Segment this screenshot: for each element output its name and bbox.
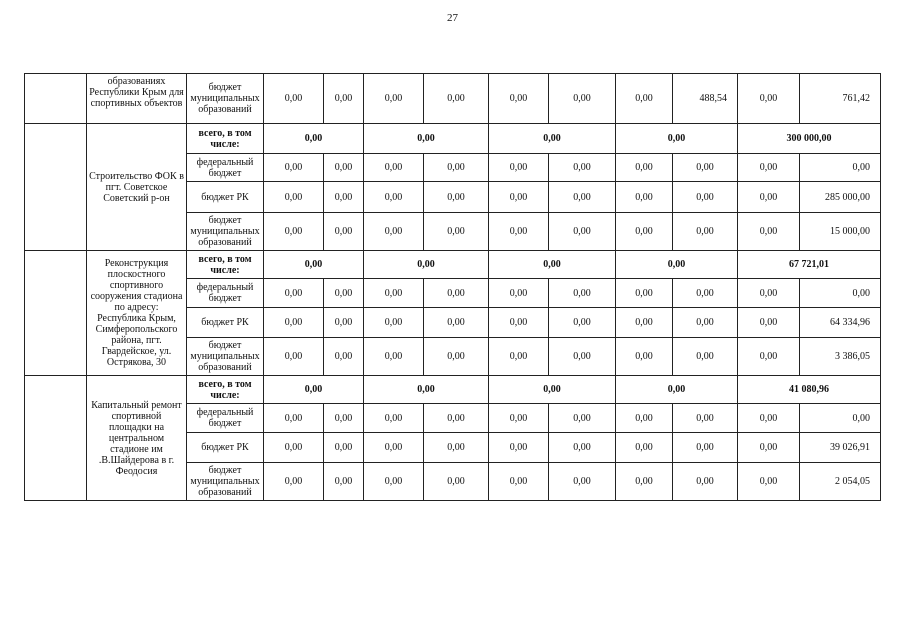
value-cell: 0,00 <box>616 154 673 182</box>
value-cell: 0,00 <box>324 279 364 308</box>
total-value: 41 080,96 <box>738 376 881 404</box>
value-cell: 0,00 <box>738 154 800 182</box>
value-cell: 0,00 <box>616 433 673 463</box>
value-cell: 0,00 <box>738 213 800 251</box>
value-cell: 15 000,00 <box>800 213 881 251</box>
project-name: Строительство ФОК в пгт. Советское Советский р-он <box>87 124 187 251</box>
funding-source: федеральный бюджет <box>187 279 264 308</box>
value-cell: 0,00 <box>489 182 549 213</box>
value-cell: 0,00 <box>424 213 489 251</box>
funding-source: федеральный бюджет <box>187 154 264 182</box>
value-cell: 0,00 <box>489 154 549 182</box>
total-value: 300 000,00 <box>738 124 881 154</box>
value-cell: 0,00 <box>264 74 324 124</box>
total-value: 0,00 <box>489 376 616 404</box>
total-value: 0,00 <box>264 376 364 404</box>
value-cell: 0,00 <box>673 279 738 308</box>
value-cell: 0,00 <box>489 213 549 251</box>
value-cell: 0,00 <box>364 182 424 213</box>
value-cell: 0,00 <box>673 182 738 213</box>
value-cell: 0,00 <box>738 74 800 124</box>
funding-source: бюджет муниципальных образований <box>187 463 264 501</box>
value-cell: 0,00 <box>324 213 364 251</box>
value-cell: 0,00 <box>673 308 738 338</box>
total-value: 67 721,01 <box>738 251 881 279</box>
total-label: всего, в том числе: <box>187 376 264 404</box>
value-cell: 0,00 <box>264 308 324 338</box>
total-value: 0,00 <box>264 251 364 279</box>
value-cell: 0,00 <box>264 182 324 213</box>
budget-table <box>24 73 881 501</box>
total-value: 0,00 <box>489 251 616 279</box>
value-cell: 0,00 <box>324 74 364 124</box>
value-cell: 0,00 <box>673 213 738 251</box>
value-cell: 0,00 <box>364 213 424 251</box>
value-cell: 488,54 <box>673 74 738 124</box>
funding-source: бюджет муниципальных образований <box>187 74 264 124</box>
page-number: 27 <box>447 12 458 24</box>
value-cell: 0,00 <box>424 154 489 182</box>
value-cell: 0,00 <box>324 182 364 213</box>
value-cell: 3 386,05 <box>800 338 881 376</box>
total-value: 0,00 <box>489 124 616 154</box>
value-cell: 0,00 <box>489 279 549 308</box>
table-row <box>25 74 881 124</box>
value-cell: 0,00 <box>616 213 673 251</box>
value-cell: 0,00 <box>264 154 324 182</box>
funding-source: бюджет муниципальных образований <box>187 213 264 251</box>
value-cell: 0,00 <box>424 279 489 308</box>
project-name: Капитальный ремонт спортивной площадки на центральном стадионе им .В.Шайдерова в г. Феодосия <box>87 376 187 501</box>
blank-cell <box>25 124 87 251</box>
value-cell: 0,00 <box>264 404 324 433</box>
funding-source: федеральный бюджет <box>187 404 264 433</box>
value-cell: 0,00 <box>616 74 673 124</box>
value-cell: 0,00 <box>489 404 549 433</box>
value-cell: 0,00 <box>324 308 364 338</box>
value-cell: 761,42 <box>800 74 881 124</box>
value-cell: 0,00 <box>616 279 673 308</box>
value-cell: 0,00 <box>549 279 616 308</box>
value-cell: 0,00 <box>489 338 549 376</box>
value-cell: 0,00 <box>489 433 549 463</box>
total-value: 0,00 <box>364 376 489 404</box>
value-cell: 0,00 <box>673 463 738 501</box>
value-cell: 0,00 <box>549 182 616 213</box>
value-cell: 0,00 <box>738 433 800 463</box>
value-cell: 0,00 <box>424 308 489 338</box>
value-cell: 64 334,96 <box>800 308 881 338</box>
value-cell: 0,00 <box>549 213 616 251</box>
value-cell: 0,00 <box>673 404 738 433</box>
value-cell: 0,00 <box>800 279 881 308</box>
value-cell: 0,00 <box>424 463 489 501</box>
value-cell: 0,00 <box>364 433 424 463</box>
total-value: 0,00 <box>364 251 489 279</box>
value-cell: 0,00 <box>264 213 324 251</box>
value-cell: 0,00 <box>489 463 549 501</box>
value-cell: 0,00 <box>364 74 424 124</box>
blank-cell <box>25 376 87 501</box>
value-cell: 2 054,05 <box>800 463 881 501</box>
table-row <box>25 124 881 154</box>
value-cell: 0,00 <box>616 182 673 213</box>
value-cell: 0,00 <box>424 404 489 433</box>
value-cell: 0,00 <box>364 308 424 338</box>
value-cell: 0,00 <box>673 433 738 463</box>
value-cell: 0,00 <box>673 338 738 376</box>
value-cell: 0,00 <box>738 279 800 308</box>
value-cell: 0,00 <box>738 308 800 338</box>
blank-cell <box>25 74 87 124</box>
value-cell: 0,00 <box>364 154 424 182</box>
project-name: Реконструкция плоскостного спортивного сооружения стадиона по адресу: Республика Крым, Симферопольского района, пгт. Гвардейское, ул. Острякова, 30 <box>87 251 187 376</box>
value-cell: 0,00 <box>364 338 424 376</box>
value-cell: 0,00 <box>549 338 616 376</box>
value-cell: 0,00 <box>264 338 324 376</box>
blank-cell <box>25 251 87 376</box>
value-cell: 0,00 <box>549 308 616 338</box>
value-cell: 0,00 <box>549 74 616 124</box>
value-cell: 0,00 <box>616 338 673 376</box>
value-cell: 0,00 <box>549 433 616 463</box>
value-cell: 285 000,00 <box>800 182 881 213</box>
value-cell: 0,00 <box>738 182 800 213</box>
table-row <box>25 251 881 279</box>
value-cell: 0,00 <box>549 463 616 501</box>
value-cell: 0,00 <box>616 308 673 338</box>
total-value: 0,00 <box>616 251 738 279</box>
value-cell: 0,00 <box>364 279 424 308</box>
value-cell: 0,00 <box>264 279 324 308</box>
funding-source: бюджет РК <box>187 308 264 338</box>
value-cell: 0,00 <box>616 463 673 501</box>
value-cell: 0,00 <box>264 463 324 501</box>
value-cell: 0,00 <box>424 433 489 463</box>
value-cell: 0,00 <box>738 404 800 433</box>
value-cell: 0,00 <box>489 74 549 124</box>
total-value: 0,00 <box>616 376 738 404</box>
funding-source: бюджет РК <box>187 182 264 213</box>
value-cell: 0,00 <box>264 433 324 463</box>
total-value: 0,00 <box>364 124 489 154</box>
value-cell: 0,00 <box>364 404 424 433</box>
value-cell: 0,00 <box>549 154 616 182</box>
value-cell: 0,00 <box>489 308 549 338</box>
value-cell: 0,00 <box>673 154 738 182</box>
value-cell: 0,00 <box>324 404 364 433</box>
value-cell: 0,00 <box>324 433 364 463</box>
value-cell: 0,00 <box>364 463 424 501</box>
funding-source: бюджет муниципальных образований <box>187 338 264 376</box>
total-label: всего, в том числе: <box>187 251 264 279</box>
table-row <box>25 376 881 404</box>
value-cell: 39 026,91 <box>800 433 881 463</box>
value-cell: 0,00 <box>424 182 489 213</box>
value-cell: 0,00 <box>424 338 489 376</box>
value-cell: 0,00 <box>738 338 800 376</box>
value-cell: 0,00 <box>549 404 616 433</box>
funding-source: бюджет РК <box>187 433 264 463</box>
value-cell: 0,00 <box>738 463 800 501</box>
total-value: 0,00 <box>616 124 738 154</box>
project-name: образованиях Республики Крым для спортивных объектов <box>87 74 187 124</box>
total-label: всего, в том числе: <box>187 124 264 154</box>
value-cell: 0,00 <box>800 154 881 182</box>
value-cell: 0,00 <box>424 74 489 124</box>
value-cell: 0,00 <box>616 404 673 433</box>
value-cell: 0,00 <box>800 404 881 433</box>
total-value: 0,00 <box>264 124 364 154</box>
value-cell: 0,00 <box>324 463 364 501</box>
value-cell: 0,00 <box>324 338 364 376</box>
value-cell: 0,00 <box>324 154 364 182</box>
